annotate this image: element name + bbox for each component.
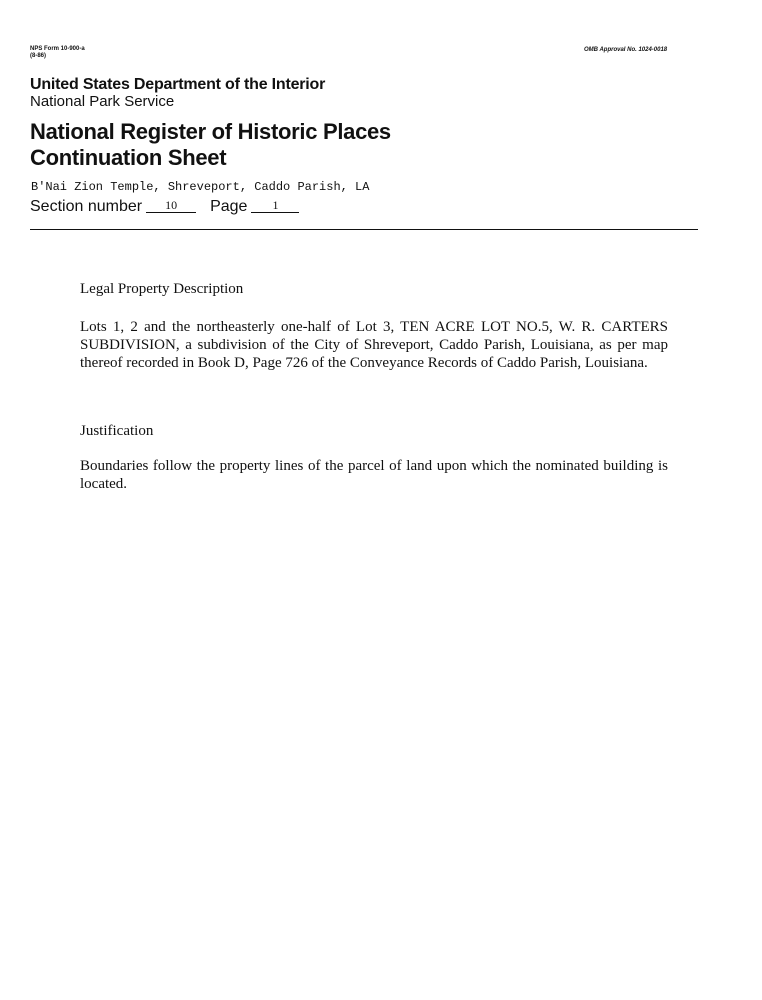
section-number-value: 10 (146, 198, 196, 213)
page-label: Page (210, 198, 248, 215)
section-number-label: Section number (30, 198, 143, 215)
property-name: B'Nai Zion Temple, Shreveport, Caddo Parish, LA (31, 180, 370, 194)
justification-heading: Justification (80, 423, 154, 439)
section-page-line (30, 198, 303, 216)
legal-description-heading: Legal Property Description (80, 281, 244, 297)
page-title (30, 119, 391, 171)
title-line-2: Continuation Sheet (30, 145, 227, 170)
form-identifier (30, 46, 85, 60)
justification-text: Boundaries follow the property lines of the parcel of land upon which the nominated building is located. (80, 458, 668, 492)
page-number-value: 1 (251, 198, 299, 213)
form-date: (8-86) (30, 53, 47, 59)
title-line-1: National Register of Historic Places (30, 119, 391, 144)
legal-description-text: Lots 1, 2 and the northeasterly one-half of Lot 3, TEN ACRE LOT NO.5, W. R. CARTERS SUBDIVISION, a subdivision of the City of Shreveport, Caddo Parish, Louisiana, as per map thereof recorded in Book D, Page 726 of the Conveyance Records of Caddo Parish, Louisiana. (80, 319, 668, 371)
omb-approval-number: OMB Approval No. 1024-0018 (584, 47, 668, 53)
department-name: United States Department of the Interior (30, 76, 326, 93)
header-divider (30, 229, 698, 230)
agency-name: National Park Service (30, 93, 175, 110)
form-number: NPS Form 10-900-a (30, 46, 85, 52)
